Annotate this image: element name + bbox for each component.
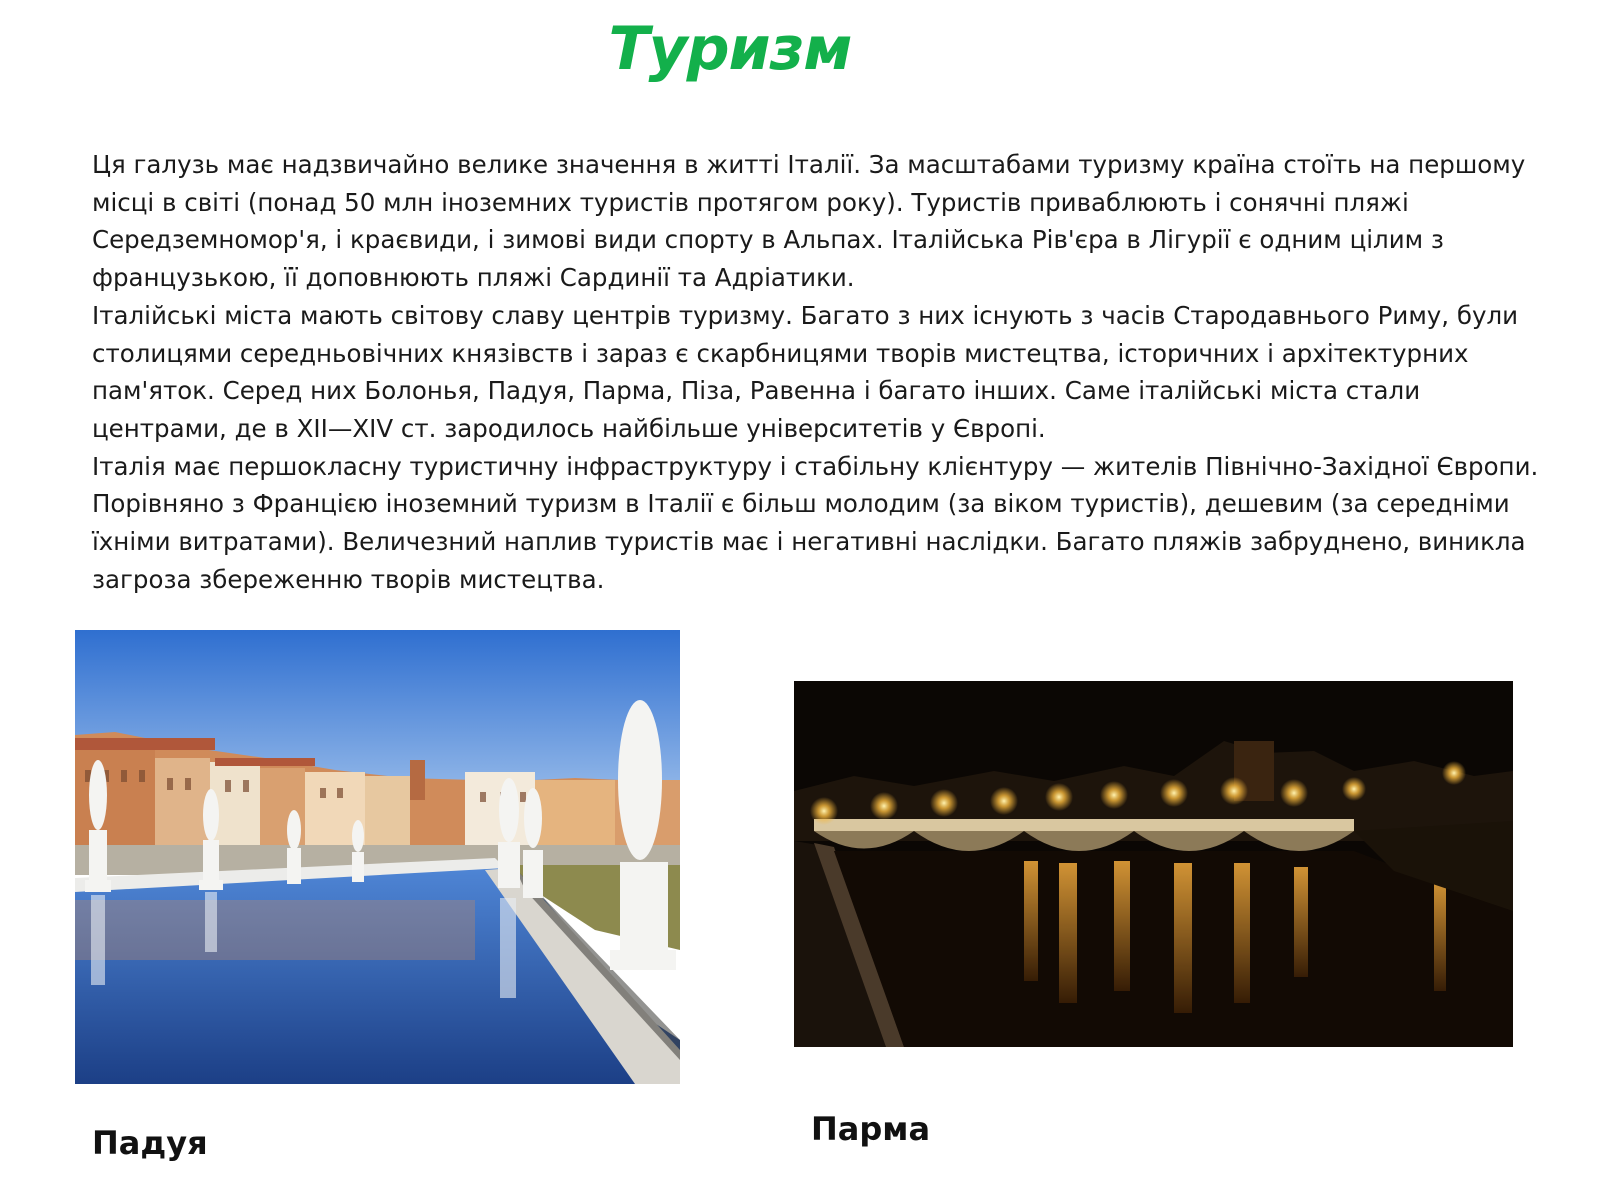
padua-caption: Падуя	[92, 1124, 208, 1162]
paragraph-italian-cities: Італійські міста мають світову славу центрів туризму. Багато з них існують з часів Стародавнього Риму, були столицями середньовічних князівств і зараз є скарбницями творів мистецтва, історичних і архітектурних пам'яток. Серед них Болонья, Падуя, Парма, Піза, Равенна і багато інших. Саме італійські міста стали центрами, де в XII—XIV ст. зародилось найбільше університетів у Європі.	[92, 300, 1519, 443]
parma-caption: Парма	[811, 1110, 931, 1148]
parma-photo-illustration	[794, 681, 1513, 1047]
paragraph-tourism-significance: Ця галузь має надзвичайно велике значення в житті Італії. За масштабами туризму країна стоїть на першому місці в світі (понад 50 млн іноземних туристів протягом року). Туристів приваблюють і сонячні пляжі Середземномор'я, і краєвиди, і зимові види спорту в Альпах. Італійська Рів'єра в Лігурії є одним цілим з французькою, її доповнюють пляжі Сардинії та Адріатики.	[92, 150, 1526, 293]
parma-photo	[794, 681, 1513, 1047]
padua-photo-illustration	[75, 630, 680, 1084]
body-text	[92, 146, 1552, 598]
paragraph-infrastructure: Італія має першокласну туристичну інфраструктуру і стабільну клієнтуру — жителів Північно-Західної Європи. Порівняно з Францією іноземний туризм в Італії є більш молодим (за віком туристів), дешевим (за середніми їхніми витратами). Величезний наплив туристів має і негативні наслідки. Багато пляжів забруднено, виникла загроза збереженню творів мистецтва.	[92, 451, 1539, 594]
padua-photo	[75, 630, 680, 1084]
slide-title: Туризм	[608, 14, 852, 84]
